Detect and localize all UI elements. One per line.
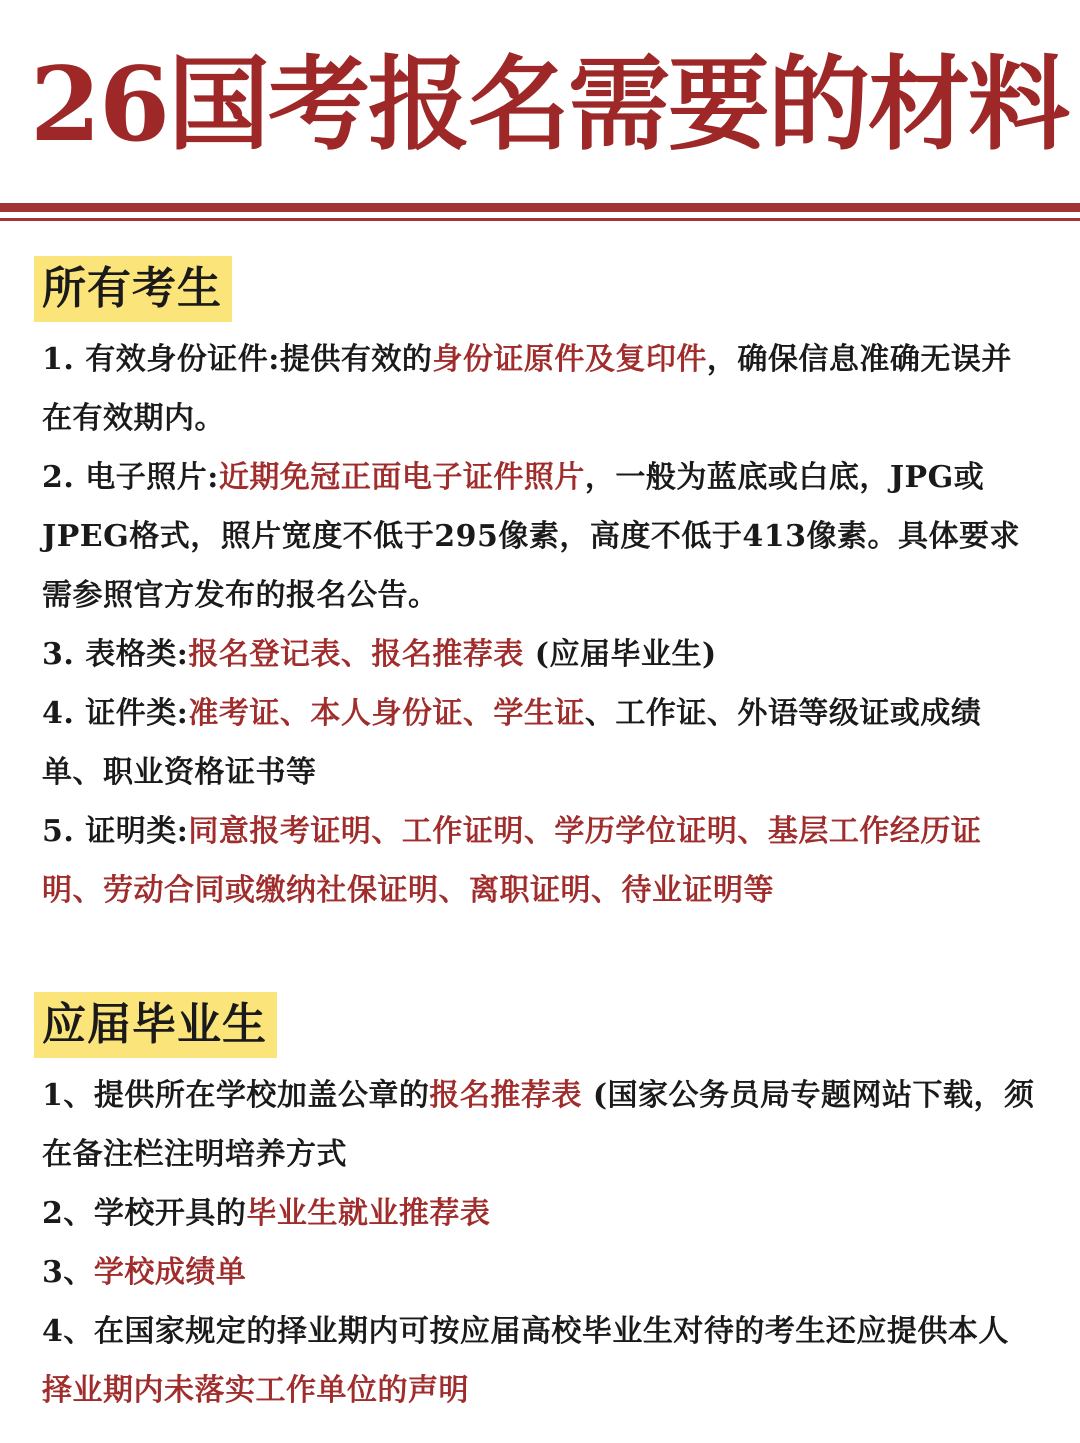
item-highlight: 近期免冠正面电子证件照片 bbox=[218, 460, 585, 495]
item-text: 1、提供所在学校加盖公章的 bbox=[42, 1078, 430, 1113]
requirement-list bbox=[0, 1066, 1080, 1420]
item-highlight: 学校成绩单 bbox=[93, 1255, 247, 1290]
item-highlight: 报名推荐表 bbox=[429, 1078, 582, 1113]
requirement-list bbox=[0, 330, 1080, 920]
item-text: 2、学校开具的 bbox=[42, 1196, 247, 1231]
item-highlight: 同意报考证明、工作证明、学历学位证明、基层工作经历证明、劳动合同或缴纳社保证明、离职证明、待业证明等 bbox=[42, 814, 982, 908]
list-item bbox=[42, 1184, 1038, 1243]
list-item bbox=[42, 1302, 1038, 1420]
title-divider-thick bbox=[0, 203, 1080, 212]
item-text: 4、在国家规定的择业期内可按应届高校毕业生对待的考生还应提供本人 bbox=[42, 1314, 1009, 1349]
list-item bbox=[42, 625, 1038, 684]
item-text: (国家公务员局专题网站下载，须在备注栏注明培养方式 bbox=[42, 1078, 1035, 1172]
item-text: 2. 电子照片: bbox=[42, 460, 219, 495]
section-heading: 应届毕业生 bbox=[34, 992, 277, 1058]
section-fresh-graduates bbox=[0, 992, 1080, 1420]
item-text: (应届毕业生) bbox=[523, 637, 717, 672]
list-item bbox=[42, 802, 1038, 920]
item-text: 3. 表格类: bbox=[42, 637, 189, 672]
item-text: ，确保信息准确无误并在有效期内。 bbox=[42, 342, 1012, 436]
section-all-candidates bbox=[0, 256, 1080, 920]
item-highlight: 准考证、本人身份证、学生证 bbox=[188, 696, 585, 731]
list-item bbox=[42, 1243, 1038, 1302]
item-text: 4. 证件类: bbox=[42, 696, 189, 731]
list-item bbox=[42, 448, 1038, 625]
title-divider-thin bbox=[0, 218, 1080, 221]
section-heading: 所有考生 bbox=[34, 256, 232, 322]
item-highlight: 报名登记表、报名推荐表 bbox=[188, 637, 524, 672]
list-item bbox=[42, 330, 1038, 448]
item-text: 3、 bbox=[42, 1255, 94, 1290]
item-text: 、工作证、外语等级证或成绩单、职业资格证书等 bbox=[42, 696, 982, 790]
list-item bbox=[42, 1066, 1038, 1184]
item-highlight: 身份证原件及复印件 bbox=[432, 342, 707, 377]
item-text: 1. 有效身份证件:提供有效的 bbox=[42, 342, 433, 377]
item-text: 5. 证明类: bbox=[42, 814, 189, 849]
list-item bbox=[42, 684, 1038, 802]
item-highlight: 毕业生就业推荐表 bbox=[246, 1196, 491, 1231]
item-highlight: 择业期内未落实工作单位的声明 bbox=[42, 1373, 469, 1408]
page-title: 26国考报名需要的材料 bbox=[30, 45, 1068, 165]
item-text: ，一般为蓝底或白底，JPG或JPEG格式，照片宽度不低于295像素，高度不低于413像素。具体要求需参照官方发布的报名公告。 bbox=[42, 460, 1020, 613]
